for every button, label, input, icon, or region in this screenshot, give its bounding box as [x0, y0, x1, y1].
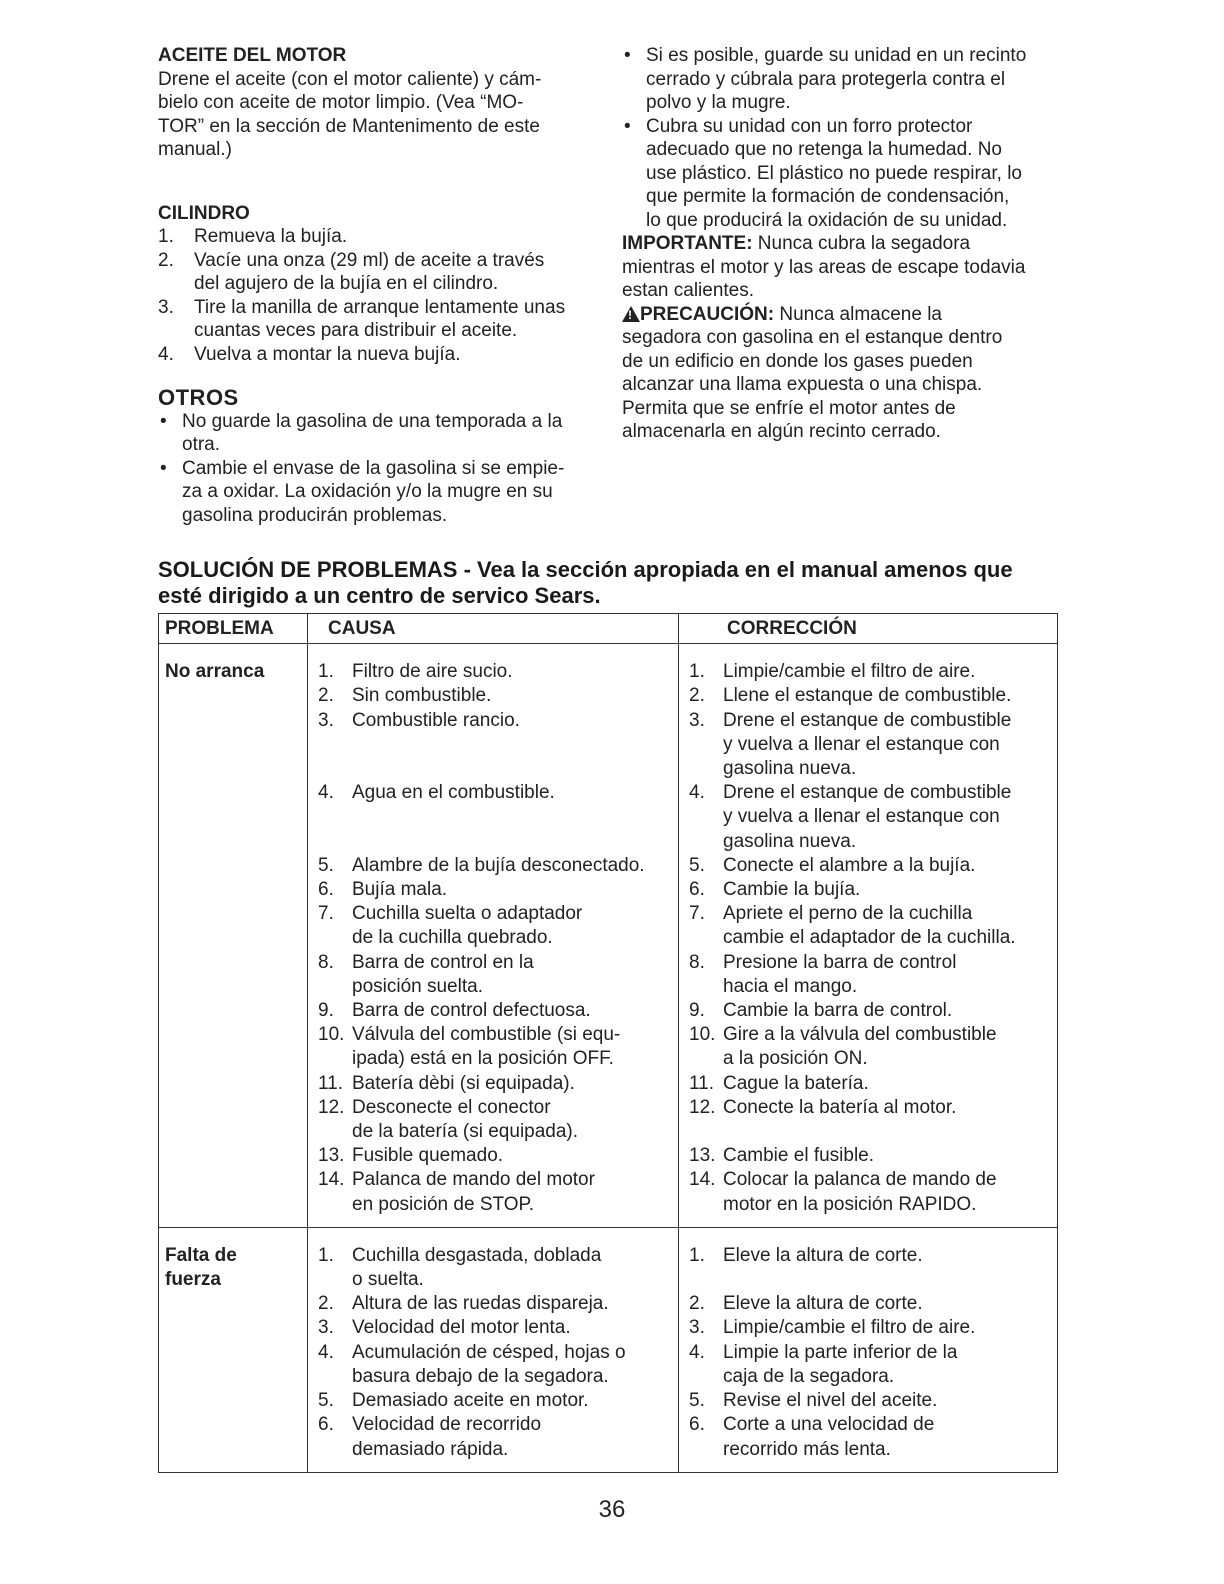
item-number: 10. — [689, 1024, 716, 1046]
bullet-text: otra. — [182, 434, 221, 455]
item-text: Fusible quemado. — [352, 1145, 504, 1167]
item-text: caja de la segadora. — [723, 1365, 895, 1387]
correction-item — [689, 1244, 1051, 1292]
bullet-text: lo que producirá la oxidación de su unidad. — [646, 209, 1008, 231]
correction-item — [689, 1292, 1051, 1316]
item-number: 5. — [318, 854, 334, 876]
correction-item — [689, 902, 1051, 950]
item-text: de la cuchilla quebrado. — [352, 927, 553, 949]
precaucion-text: Permita que se enfríe el motor antes de — [622, 397, 956, 419]
item-number: 12. — [318, 1096, 345, 1118]
title-line: SOLUCIÓN DE PROBLEMAS - Vea la sección apropiada en el manual amenos que — [158, 557, 1013, 582]
item-text: Apriete el perno de la cuchilla — [723, 903, 973, 925]
cause-item — [318, 660, 672, 684]
bullet-dot: • — [624, 45, 631, 66]
importante-text: estan calientes. — [622, 280, 755, 301]
bullet-text: gasolina producirán problemas. — [182, 504, 448, 526]
cause-item — [318, 1096, 672, 1144]
correction-cell — [679, 644, 1058, 1228]
item-text: gasolina nueva. — [723, 758, 857, 780]
item-text: Alambre de la bujía desconectado. — [352, 854, 645, 876]
cause-item — [318, 1341, 672, 1389]
item-text: Velocidad de recorrido — [352, 1414, 542, 1436]
item-text: Filtro de aire sucio. — [352, 661, 513, 683]
warning-icon — [622, 306, 640, 322]
item-number: 2. — [689, 685, 705, 707]
item-text: Vuelva a montar la nueva bujía. — [194, 343, 461, 365]
item-text: Cuchilla desgastada, doblada — [352, 1244, 602, 1266]
otros-bullet — [158, 410, 598, 457]
item-text: y vuelva a llenar el estanque con — [723, 733, 1000, 755]
item-number: 4. — [318, 1341, 334, 1363]
item-number: 2. — [318, 685, 334, 707]
problem-cell — [159, 644, 308, 1228]
bullet-text: Cubra su unidad con un forro protector — [646, 115, 973, 137]
header-problema: PROBLEMA — [159, 614, 308, 644]
item-number: 1. — [689, 1244, 705, 1266]
item-text: Revise el nivel del aceite. — [723, 1390, 938, 1412]
item-text: demasiado rápida. — [352, 1438, 509, 1460]
bullet-text: No guarde la gasolina de una temporada a la — [182, 410, 563, 432]
precaucion-text: de un edificio en donde los gases pueden — [622, 350, 973, 372]
item-text: Barra de control en la — [352, 951, 534, 973]
spacer — [723, 1120, 1051, 1144]
item-text: Limpie/cambie el filtro de aire. — [723, 661, 976, 683]
item-text: Limpie la parte inferior de la — [723, 1341, 958, 1363]
item-text: Barra de control defectuosa. — [352, 1000, 591, 1022]
correction-item — [689, 1096, 1051, 1144]
item-text: gasolina nueva. — [723, 830, 857, 852]
otros-bullet — [158, 457, 598, 528]
item-number: 5. — [318, 1390, 334, 1412]
cause-item — [318, 1023, 672, 1071]
item-text: Agua en el combustible. — [352, 782, 555, 804]
bullet-text: Cambie el envase de la gasolina si se empie- — [182, 457, 565, 479]
item-text: cambie el adaptador de la cuchilla. — [723, 927, 1016, 949]
item-number: 11. — [689, 1072, 715, 1094]
cause-item — [318, 951, 672, 999]
table-row — [159, 1227, 1058, 1472]
item-text: Presione la barra de control — [723, 951, 957, 973]
correction-item — [689, 1168, 1051, 1216]
bullet-text: adecuado que no retenga la humedad. No — [646, 139, 1002, 160]
item-text: Demasiado aceite en motor. — [352, 1390, 589, 1412]
item-text: Altura de las ruedas dispareja. — [352, 1293, 609, 1315]
item-text: Velocidad del motor lenta. — [352, 1317, 571, 1339]
item-text: de la batería (si equipada). — [352, 1121, 579, 1143]
importante-text: Nunca cubra la segadora — [752, 233, 971, 254]
correction-item — [689, 951, 1051, 999]
bullet-text: use plástico. El plástico no puede respirar, lo — [646, 162, 1022, 184]
item-text: Cague la batería. — [723, 1072, 869, 1094]
item-number: 3. — [689, 1317, 705, 1339]
item-text: ipada) está en la posición OFF. — [352, 1048, 614, 1070]
item-number: 1. — [318, 1244, 334, 1266]
item-text: Eleve la altura de corte. — [723, 1293, 923, 1315]
item-text: Eleve la altura de corte. — [723, 1244, 923, 1266]
cause-item — [318, 1144, 672, 1168]
troubleshooting-table — [158, 613, 1058, 1473]
cause-item — [318, 709, 672, 782]
bullet-text: que permite la formación de condensación, — [646, 186, 1010, 207]
aceite-line: Drene el aceite (con el motor caliente) y cám- — [158, 68, 542, 90]
table-header-row — [159, 614, 1058, 644]
item-number: 3. — [158, 296, 174, 318]
cause-item — [318, 878, 672, 902]
cause-item — [318, 1292, 672, 1316]
item-text: Tire la manilla de arranque lentamente unas — [194, 296, 566, 318]
cause-item — [318, 1072, 672, 1096]
left-column — [158, 44, 598, 527]
item-number: 1. — [689, 661, 705, 683]
cause-item — [318, 902, 672, 950]
aceite-line: bielo con aceite de motor limpio. (Vea “MO- — [158, 92, 524, 113]
cause-item — [318, 1413, 672, 1461]
item-text: motor en la posición RAPIDO. — [723, 1193, 977, 1215]
item-text: Cambie el fusible. — [723, 1145, 875, 1167]
right-column — [622, 44, 1062, 444]
item-number: 8. — [689, 951, 705, 973]
header-causa: CAUSA — [308, 614, 679, 644]
cilindro-item — [158, 225, 598, 249]
item-number: 6. — [689, 1414, 705, 1436]
item-text: en posición de STOP. — [352, 1193, 535, 1215]
item-text: Palanca de mando del motor — [352, 1169, 595, 1191]
cause-cell — [308, 644, 679, 1228]
spacer — [352, 733, 672, 757]
item-number: 4. — [689, 1341, 705, 1363]
item-number: 6. — [318, 1414, 334, 1436]
item-number: 2. — [689, 1293, 705, 1315]
item-text: Conecte el alambre a la bujía. — [723, 854, 976, 876]
item-text: Remueva la bujía. — [194, 226, 348, 247]
item-number: 8. — [318, 951, 334, 973]
item-number: 2. — [158, 249, 174, 271]
correction-item — [689, 1316, 1051, 1340]
cilindro-heading: CILINDRO — [158, 202, 250, 224]
importante-label: IMPORTANTE: — [622, 233, 753, 254]
item-text: hacia el mango. — [723, 975, 858, 997]
correction-item — [689, 854, 1051, 878]
item-number: 11. — [318, 1072, 344, 1094]
cause-item — [318, 1168, 672, 1216]
item-text: Drene el estanque de combustible — [723, 709, 1012, 731]
item-text: Bujía mala. — [352, 879, 448, 901]
aceite-line: TOR” en la sección de Mantenimento de este — [158, 115, 540, 137]
bullet-text: za a oxidar. La oxidación y/o la mugre en su — [182, 481, 553, 502]
item-number: 14. — [318, 1169, 345, 1191]
correction-cell — [679, 1227, 1058, 1472]
importante-note — [622, 232, 1062, 303]
item-number: 6. — [689, 879, 705, 901]
bullet-dot: • — [160, 457, 167, 479]
item-number: 7. — [318, 903, 334, 925]
cilindro-item — [158, 296, 598, 343]
item-text: y vuelva a llenar el estanque con — [723, 806, 1000, 828]
item-text: recorrido más lenta. — [723, 1438, 891, 1460]
item-text: Llene el estanque de combustible. — [723, 685, 1012, 707]
item-number: 4. — [689, 782, 705, 804]
cause-item — [318, 1244, 672, 1292]
precaucion-label: PRECAUCIÓN: — [640, 303, 775, 325]
bullet-text: polvo y la mugre. — [646, 92, 791, 113]
storage-bullet — [622, 44, 1062, 115]
precaucion-text: almacenarla en algún recinto cerrado. — [622, 421, 941, 442]
item-number: 4. — [158, 343, 174, 365]
item-text: Gire a la válvula del combustible — [723, 1024, 997, 1046]
item-text: Sin combustible. — [352, 685, 492, 707]
item-number: 9. — [318, 1000, 334, 1022]
cilindro-item — [158, 343, 598, 367]
importante-text: mientras el motor y las areas de escape todavia — [622, 256, 1026, 278]
item-number: 3. — [318, 1317, 334, 1339]
precaucion-note — [622, 303, 1062, 444]
item-text: Conecte la batería al motor. — [723, 1096, 957, 1118]
item-number: 13. — [689, 1145, 716, 1167]
correction-item — [689, 1072, 1051, 1096]
item-number: 14. — [689, 1169, 716, 1191]
problem-text: fuerza — [165, 1269, 221, 1291]
aceite-line: manual.) — [158, 139, 232, 160]
bullet-dot: • — [624, 115, 631, 137]
spacer — [723, 1268, 1051, 1292]
correction-item — [689, 781, 1051, 854]
correction-item — [689, 709, 1051, 782]
item-number: 3. — [318, 709, 334, 731]
precaucion-text: alcanzar una llama expuesta o una chispa. — [622, 374, 983, 395]
item-text: Colocar la palanca de mando de — [723, 1169, 997, 1191]
page-number: 36 — [598, 1496, 626, 1523]
item-text: Corte a una velocidad de — [723, 1414, 935, 1436]
item-number: 9. — [689, 1000, 705, 1022]
spacer — [352, 805, 672, 829]
troubleshooting-title — [158, 557, 1078, 609]
cause-item — [318, 781, 672, 854]
item-number: 2. — [318, 1293, 334, 1315]
item-text: Acumulación de césped, hojas o — [352, 1341, 626, 1363]
correction-item — [689, 1389, 1051, 1413]
item-text: o suelta. — [352, 1269, 424, 1291]
correction-item — [689, 1144, 1051, 1168]
cause-cell — [308, 1227, 679, 1472]
item-text: del agujero de la bujía en el cilindro. — [194, 273, 499, 294]
item-text: posición suelta. — [352, 975, 483, 997]
correction-item — [689, 1341, 1051, 1389]
correction-item — [689, 684, 1051, 708]
item-text: Limpie/cambie el filtro de aire. — [723, 1317, 976, 1339]
correction-item — [689, 1413, 1051, 1461]
otros-heading: OTROS — [158, 385, 239, 410]
item-text: Combustible rancio. — [352, 709, 520, 731]
item-text: Batería dèbi (si equipada). — [352, 1072, 575, 1094]
correction-item — [689, 878, 1051, 902]
correction-item — [689, 1023, 1051, 1071]
problem-text: No arranca — [165, 661, 265, 683]
item-number: 10. — [318, 1024, 345, 1046]
title-line: esté dirigido a un centro de servico Sears. — [158, 583, 601, 608]
item-number: 7. — [689, 903, 705, 925]
correction-item — [689, 999, 1051, 1023]
aceite-heading: ACEITE DEL MOTOR — [158, 45, 347, 66]
bullet-text: cerrado y cúbrala para protegerla contra el — [646, 68, 1006, 90]
cause-item — [318, 1389, 672, 1413]
cilindro-item — [158, 249, 598, 296]
item-text: basura debajo de la segadora. — [352, 1365, 609, 1387]
item-text: cuantas veces para distribuir el aceite. — [194, 320, 518, 341]
item-number: 5. — [689, 1390, 705, 1412]
cause-item — [318, 684, 672, 708]
problem-text: Falta de — [165, 1244, 237, 1266]
correction-item — [689, 660, 1051, 684]
item-number: 1. — [318, 661, 334, 683]
item-text: a la posición ON. — [723, 1048, 868, 1070]
item-text: Vacíe una onza (29 ml) de aceite a través — [194, 249, 545, 271]
item-number: 1. — [158, 226, 174, 247]
aceite-text — [158, 68, 598, 162]
item-text: Desconecte el conector — [352, 1096, 551, 1118]
cause-item — [318, 1316, 672, 1340]
precaucion-text: segadora con gasolina en el estanque dentro — [622, 327, 1003, 348]
item-number: 4. — [318, 782, 334, 804]
storage-bullet — [622, 115, 1062, 233]
spacer — [352, 757, 672, 781]
item-text: Cuchilla suelta o adaptador — [352, 903, 583, 925]
header-correccion: CORRECCIÓN — [679, 614, 1058, 644]
item-number: 12. — [689, 1096, 716, 1118]
item-text: Válvula del combustible (si equ- — [352, 1024, 621, 1046]
cause-item — [318, 854, 672, 878]
item-text: Drene el estanque de combustible — [723, 782, 1012, 804]
item-text: Cambie la bujía. — [723, 879, 861, 901]
cause-item — [318, 999, 672, 1023]
problem-cell — [159, 1227, 308, 1472]
item-text: Cambie la barra de control. — [723, 1000, 953, 1022]
item-number: 6. — [318, 879, 334, 901]
bullet-text: Si es posible, guarde su unidad en un recinto — [646, 45, 1027, 66]
bullet-dot: • — [160, 410, 167, 432]
item-number: 5. — [689, 854, 705, 876]
table-row — [159, 644, 1058, 1228]
spacer — [352, 830, 672, 854]
item-number: 3. — [689, 709, 705, 731]
precaucion-text: Nunca almacene la — [774, 303, 942, 325]
item-number: 13. — [318, 1145, 345, 1167]
